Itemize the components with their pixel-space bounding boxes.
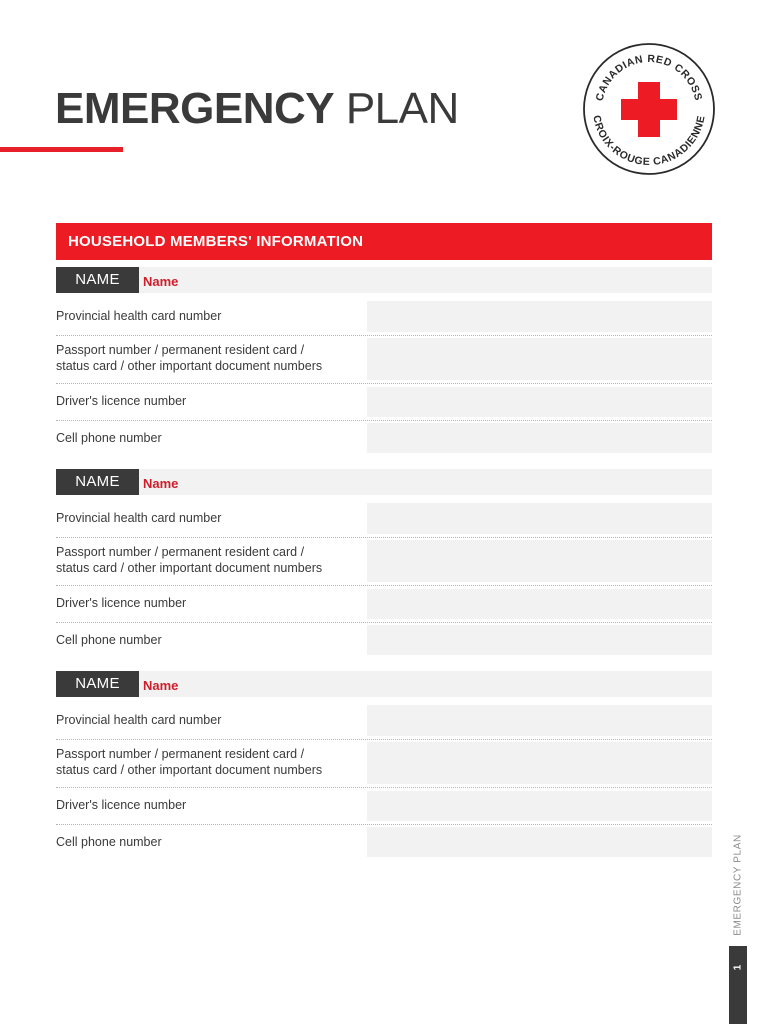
field-label: Driver's licence number [56, 394, 187, 408]
health-card-input[interactable] [367, 705, 712, 736]
side-running-title [728, 832, 748, 938]
page-number: 1 [732, 964, 744, 971]
divider [56, 420, 712, 421]
field-documents [56, 335, 712, 381]
page-number-tab [729, 946, 747, 1024]
field-label: Cell phone number [56, 835, 162, 849]
field-health-card [56, 300, 712, 332]
divider [56, 622, 712, 623]
field-label: Driver's licence number [56, 596, 187, 610]
name-field[interactable]: Name [143, 274, 179, 289]
cell-phone-input[interactable] [367, 625, 712, 655]
health-card-input[interactable] [367, 503, 712, 534]
red-cross-logo [582, 42, 716, 176]
field-label: Passport number / permanent resident card / status card / other important document numbers [56, 747, 323, 777]
documents-input[interactable] [367, 742, 712, 784]
divider [56, 824, 712, 825]
household-section-header: HOUSEHOLD MEMBERS' INFORMATION [56, 223, 712, 260]
documents-input[interactable] [367, 540, 712, 582]
name-tag: NAME [56, 267, 139, 293]
name-tag: NAME [56, 671, 139, 697]
drivers-licence-input[interactable] [367, 589, 712, 619]
cell-phone-input[interactable] [367, 423, 712, 453]
name-tag: NAME [56, 469, 139, 495]
members-list [56, 267, 712, 873]
field-cell-phone [56, 624, 712, 656]
field-label: Provincial health card number [56, 713, 222, 727]
page-title-light: PLAN [345, 84, 459, 133]
page-title-strong: EMERGENCY [55, 84, 335, 133]
member-name-row [56, 469, 712, 495]
divider [56, 383, 712, 384]
divider [56, 787, 712, 788]
member-card [56, 267, 712, 469]
field-label: Passport number / permanent resident card / status card / other important document numbers [56, 545, 323, 575]
drivers-licence-input[interactable] [367, 791, 712, 821]
page-title [55, 82, 459, 136]
field-label: Cell phone number [56, 431, 162, 445]
member-name-row [56, 671, 712, 697]
title-accent-rule [0, 147, 123, 152]
documents-input[interactable] [367, 338, 712, 380]
field-drivers-licence [56, 587, 712, 620]
field-label: Driver's licence number [56, 798, 187, 812]
field-cell-phone [56, 826, 712, 858]
field-documents [56, 537, 712, 583]
field-drivers-licence [56, 385, 712, 418]
field-health-card [56, 502, 712, 534]
member-name-row [56, 267, 712, 293]
field-label: Provincial health card number [56, 309, 222, 323]
member-card [56, 671, 712, 873]
divider [56, 585, 712, 586]
field-label: Passport number / permanent resident card / status card / other important document numbers [56, 343, 323, 373]
side-running-title-text: EMERGENCY PLAN [732, 834, 744, 936]
field-label: Provincial health card number [56, 511, 222, 525]
field-documents [56, 739, 712, 785]
health-card-input[interactable] [367, 301, 712, 332]
field-label: Cell phone number [56, 633, 162, 647]
name-field[interactable]: Name [143, 476, 179, 491]
member-card [56, 469, 712, 671]
logo-text-bottom: CROIX-ROUGE CANADIENNE [590, 114, 708, 169]
name-field[interactable]: Name [143, 678, 179, 693]
field-drivers-licence [56, 789, 712, 822]
field-health-card [56, 704, 712, 736]
drivers-licence-input[interactable] [367, 387, 712, 417]
logo-text-top: CANADIAN RED CROSS [593, 52, 705, 103]
field-cell-phone [56, 422, 712, 454]
cell-phone-input[interactable] [367, 827, 712, 857]
